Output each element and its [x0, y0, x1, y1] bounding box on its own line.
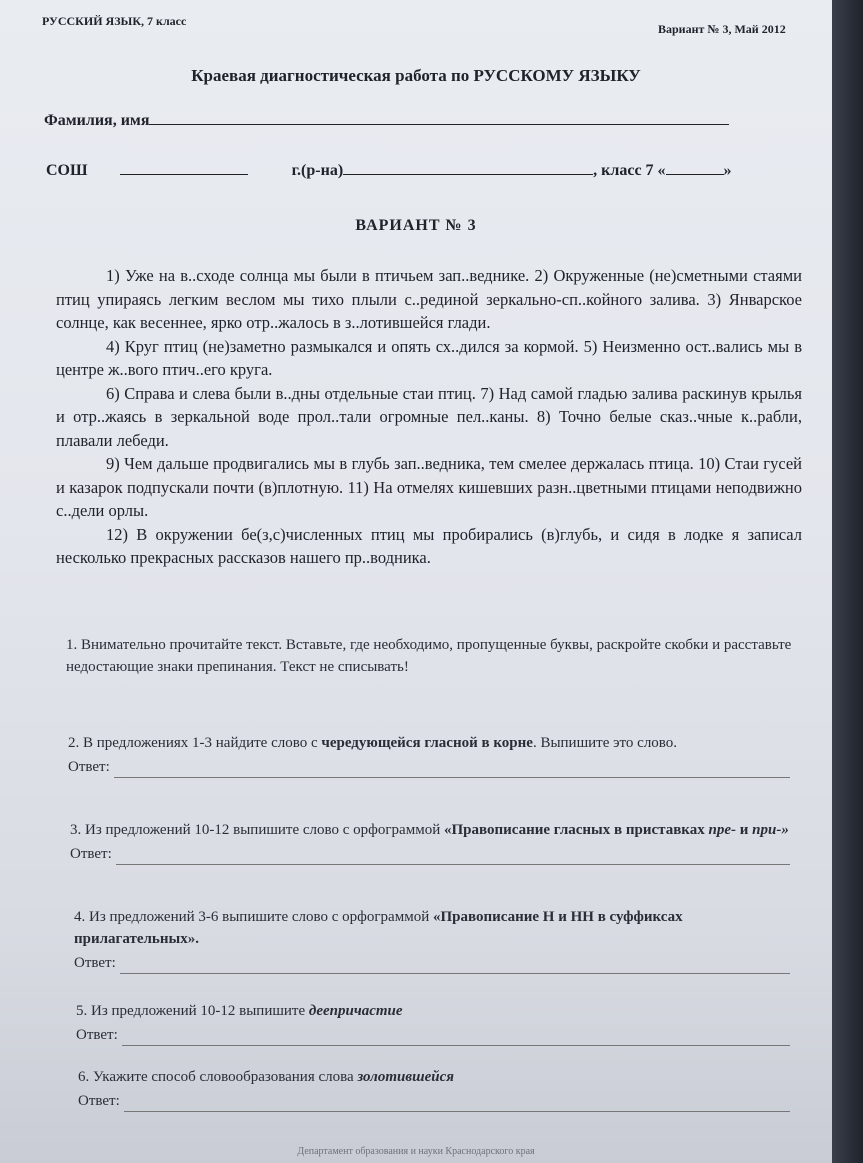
answer-field[interactable]: [120, 959, 790, 974]
answer-label: Ответ:: [78, 1093, 120, 1109]
class-line[interactable]: [666, 174, 724, 175]
task-3-and: и: [735, 822, 753, 838]
class-suffix: »: [723, 162, 732, 179]
answer-label: Ответ:: [74, 955, 116, 971]
task-5-highlight: деепричастие: [308, 1003, 403, 1019]
task-1-text: 1. Внимательно прочитайте текст. Вставьте, где необходимо, пропущенные буквы, раскройте скобки и расставьте недостающие знаки препинания. Текст не списывать!: [66, 637, 792, 675]
task-2-text-end: . Выпишите это слово.: [532, 735, 678, 751]
answer-line-6[interactable]: [78, 1090, 790, 1112]
school-label: СОШ: [46, 162, 88, 179]
answer-line-4[interactable]: [74, 952, 790, 974]
answer-label: Ответ:: [70, 846, 112, 862]
task-4-highlight: «Правописание Н и НН в суффиксах прилагательных».: [74, 909, 683, 947]
answer-field[interactable]: [124, 1097, 790, 1112]
answer-line-2[interactable]: [68, 756, 790, 778]
answer-field[interactable]: [116, 850, 790, 865]
class-prefix: , класс 7 «: [593, 162, 666, 179]
task-6-highlight: золотившейся: [357, 1069, 454, 1085]
task-4: [74, 906, 790, 974]
task-3-highlight: «Правописание гласных в приставках: [443, 822, 709, 838]
task-4-text: 4. Из предложений 3-6 выпишите слово с орфограммой: [74, 909, 433, 925]
city-label: г.(р-на): [291, 162, 344, 179]
task-3: [70, 819, 790, 865]
name-line[interactable]: [149, 124, 729, 125]
task-1: [66, 634, 796, 678]
text-paragraph: 9) Чем дальше продвигались мы в глубь зап..ведника, тем смелее держалась птица. 10) Стаи гусей и казарок подпускали почти (в)плотную. 11) На отмелях кишевших разн..цветными птицами неподвижно с..дели орлы.: [56, 454, 802, 520]
subject-header: РУССКИЙ ЯЗЫК, 7 класс: [42, 14, 187, 28]
task-6: [78, 1066, 790, 1112]
monitor-bezel: [832, 0, 863, 1163]
task-5: [76, 1000, 790, 1046]
document-title: Краевая диагностическая работа по РУССКОМУ ЯЗЫКУ: [191, 66, 641, 85]
variant-date-header: Вариант № 3, Май 2012: [658, 22, 786, 36]
answer-field[interactable]: [122, 1031, 790, 1046]
task-5-text: 5. Из предложений 10-12 выпишите: [76, 1003, 309, 1019]
city-line[interactable]: [343, 174, 593, 175]
footer-text: Департамент образования и науки Краснодарского края: [297, 1146, 535, 1157]
task-3-prefix-pri: при-»: [752, 822, 789, 838]
task-2-text: 2. В предложениях 1-3 найдите слово с: [68, 735, 322, 751]
task-2-highlight: чередующейся гласной в корне: [321, 735, 533, 751]
task-6-text: 6. Укажите способ словообразования слова: [78, 1069, 358, 1085]
school-line[interactable]: [120, 174, 248, 175]
source-text: [56, 264, 802, 570]
task-3-prefix-pre: пре-: [708, 822, 736, 838]
name-field[interactable]: [44, 112, 774, 130]
task-2: [68, 732, 790, 778]
text-paragraph: 6) Справа и слева были в..дны отдельные стаи птиц. 7) Над самой гладью залива раскинув крылья и отр..жаясь в зеркальной воде прол..тали огромные пел..каны. 8) Точно белые сказ..чные к..рабли, плавали лебеди.: [56, 383, 802, 450]
text-paragraph: 1) Уже на в..сходе солнца мы были в птичьем зап..веднике. 2) Окруженные (не)сметными стаями птиц упираясь легким веслом мы тихо плыли с..рединой зеркально-сп..койного залива. 3) Январское солнце, как весеннее, ярко отр..жалось в з..лотившейся глади.: [56, 266, 802, 332]
answer-field[interactable]: [114, 763, 790, 778]
text-paragraph: 12) В окружении бе(з,с)численных птиц мы пробирались (в)глубь, и сидя в лодке я записал несколько прекрасных рассказов нашего пр..водника.: [56, 524, 802, 567]
name-label: Фамилия, имя: [44, 112, 150, 129]
answer-line-5[interactable]: [76, 1024, 790, 1046]
text-paragraph: 4) Круг птиц (не)заметно размыкался и опять сх..дился за кормой. 5) Неизменно ост..вались мы в центре ж..вого птич..его круга.: [56, 336, 802, 379]
answer-label: Ответ:: [76, 1027, 118, 1043]
answer-line-3[interactable]: [70, 843, 790, 865]
answer-label: Ответ:: [68, 759, 110, 775]
task-3-text: 3. Из предложений 10-12 выпишите слово с орфограммой: [70, 822, 444, 838]
variant-heading: ВАРИАНТ № 3: [355, 217, 477, 234]
school-row: [46, 162, 786, 180]
